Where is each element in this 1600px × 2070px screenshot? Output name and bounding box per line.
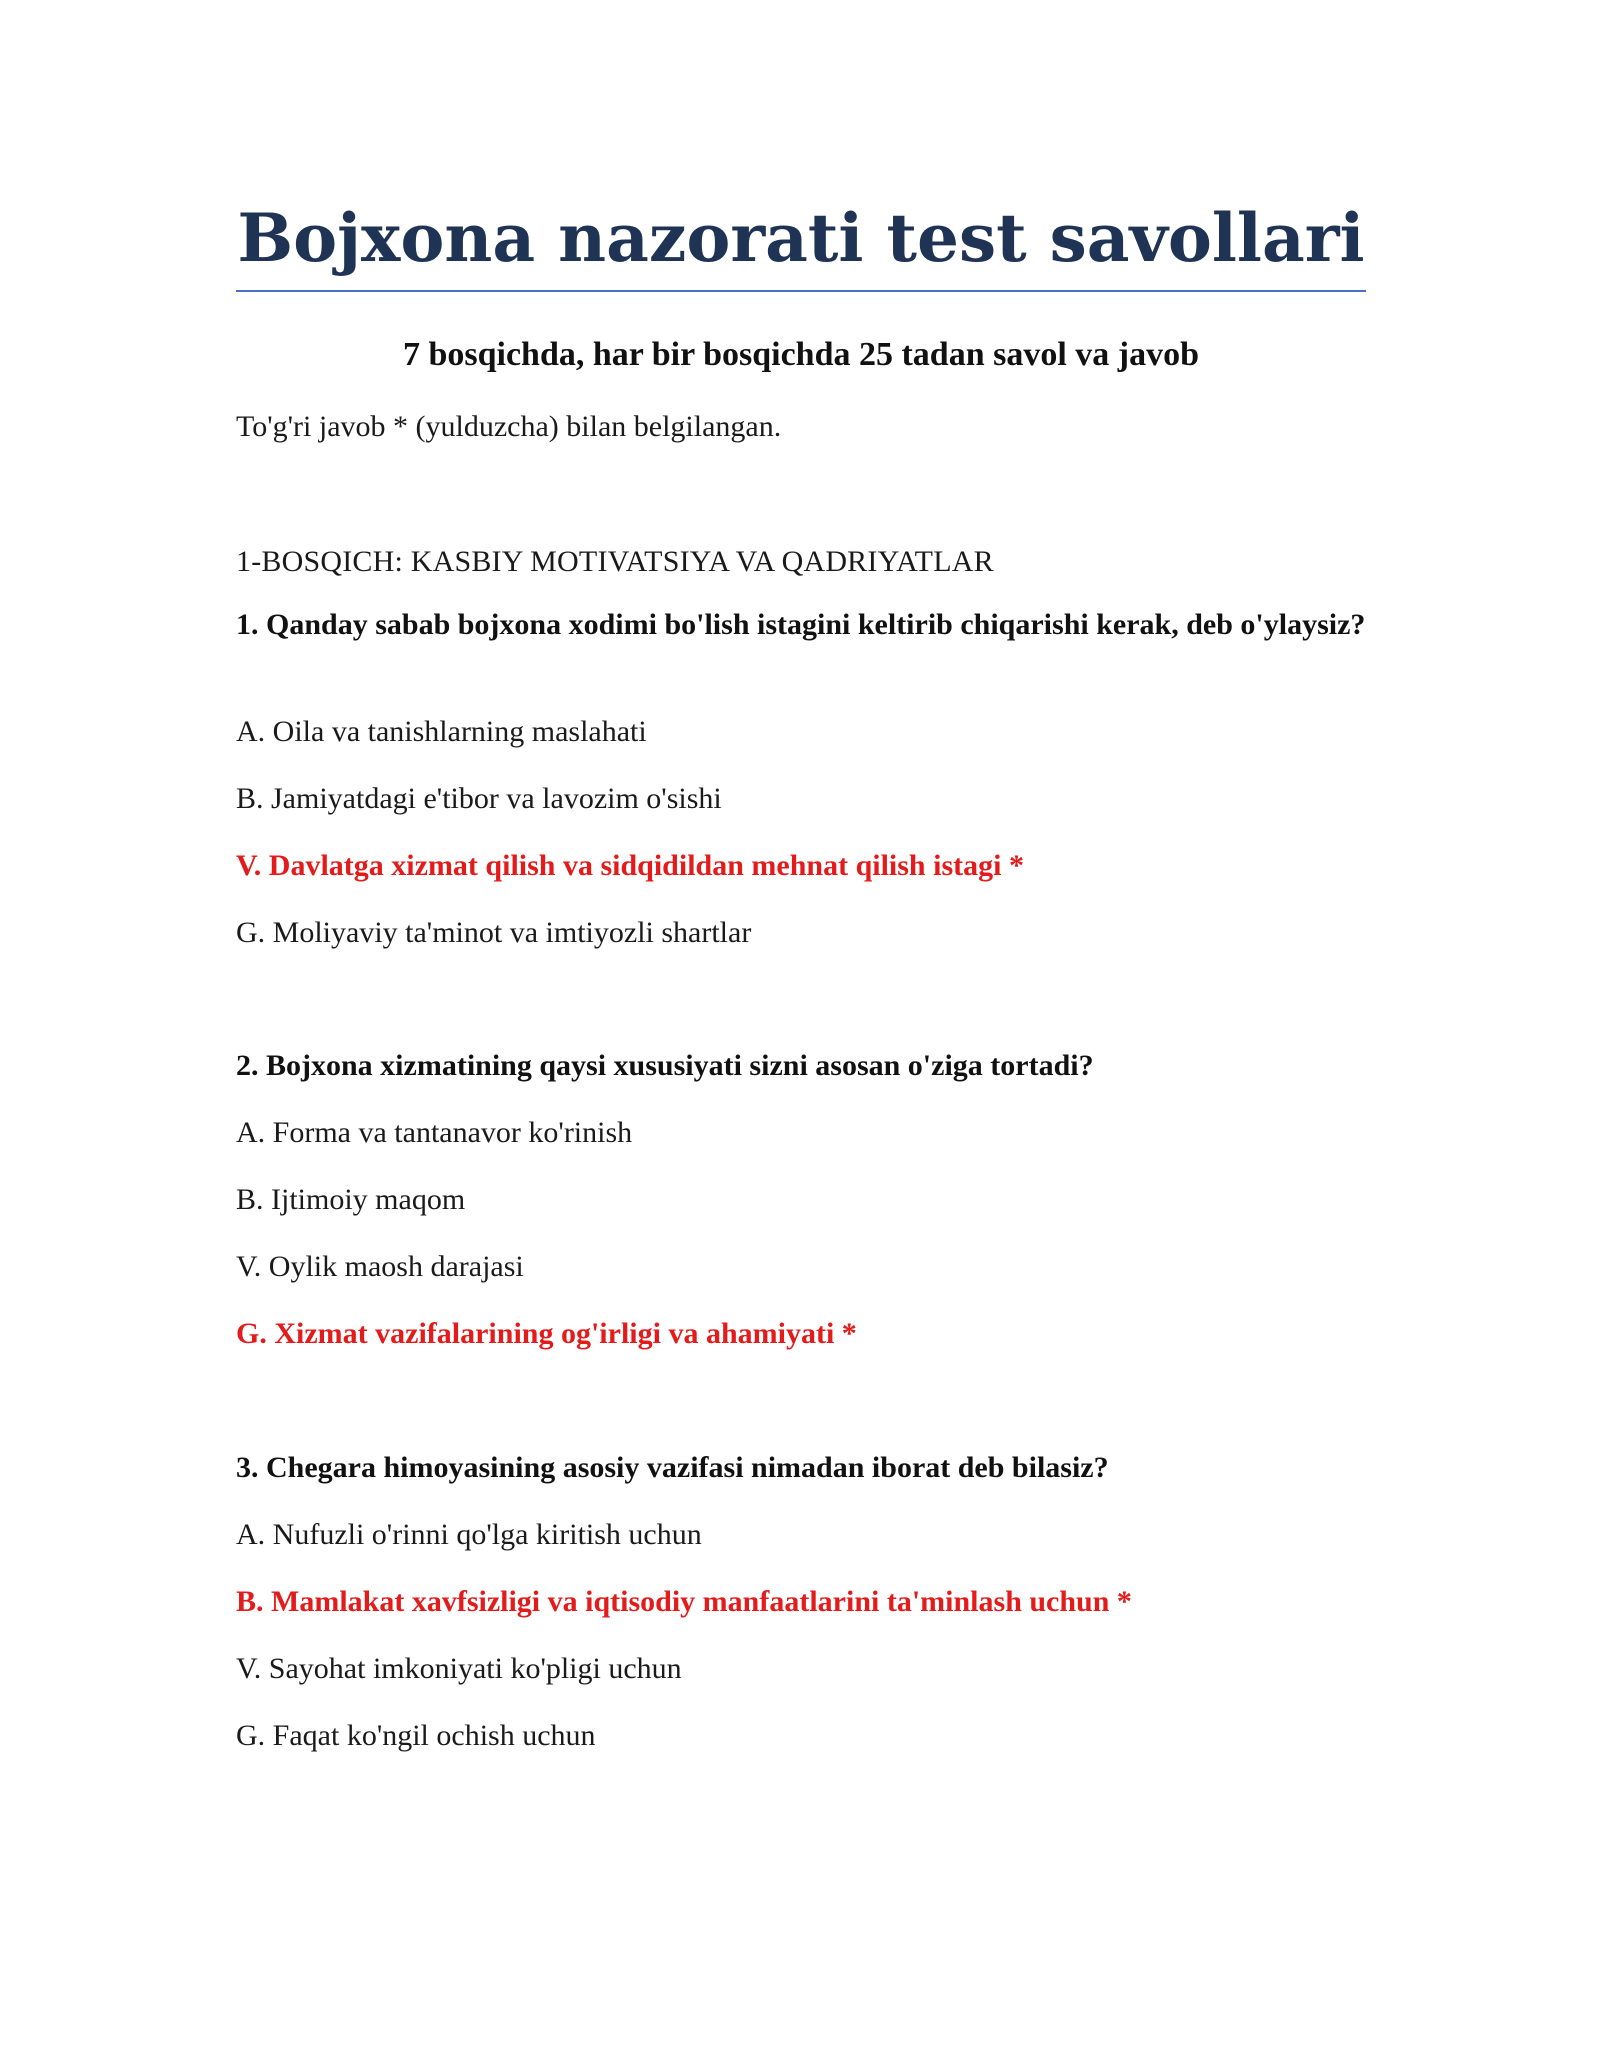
question-text: 2. Bojxona xizmatining qaysi xususiyati sizni asosan o'ziga tortadi? <box>236 1049 1094 1082</box>
answer-option: V. Oylik maosh darajasi <box>236 1250 524 1283</box>
question-block-1 <box>236 604 1366 949</box>
correct-answer-option: V. Davlatga xizmat qilish va sidqidildan mehnat qilish istagi * <box>236 849 1024 882</box>
document-title: Bojxona nazorati test savollari <box>237 199 1365 277</box>
answer-key-note: To'g'ri javob * (yulduzcha) bilan belgilangan. <box>236 410 782 443</box>
answer-option: A. Nufuzli o'rinni qo'lga kiritish uchun <box>236 1518 702 1551</box>
answer-option: A. Oila va tanishlarning maslahati <box>236 715 647 748</box>
answer-option: A. Forma va tantanavor ko'rinish <box>236 1116 633 1149</box>
question-text: 1. Qanday sabab bojxona xodimi bo'lish istagini keltirib chiqarishi kerak, deb o'ylaysiz? <box>236 608 1366 641</box>
correct-answer-option: G. Xizmat vazifalarining og'irligi va ahamiyati * <box>236 1317 857 1350</box>
question-block-2 <box>236 1045 1366 1350</box>
question-block-3 <box>236 1447 1366 1752</box>
answer-option: B. Jamiyatdagi e'tibor va lavozim o'sishi <box>236 782 722 815</box>
answer-option: V. Sayohat imkoniyati ko'pligi uchun <box>236 1652 682 1685</box>
correct-answer-option: B. Mamlakat xavfsizligi va iqtisodiy manfaatlarini ta'minlash uchun * <box>236 1585 1132 1618</box>
question-text: 3. Chegara himoyasining asosiy vazifasi nimadan iborat deb bilasiz? <box>236 1451 1109 1484</box>
document-subtitle: 7 bosqichda, har bir bosqichda 25 tadan savol va javob <box>402 336 1200 373</box>
title-underline <box>236 290 1366 292</box>
answer-option: G. Moliyaviy ta'minot va imtiyozli shartlar <box>236 916 752 949</box>
answer-option: B. Ijtimoiy maqom <box>236 1183 466 1216</box>
answer-option: G. Faqat ko'ngil ochish uchun <box>236 1719 596 1752</box>
stage-heading: 1-BOSQICH: KASBIY MOTIVATSIYA VA QADRIYATLAR <box>236 545 994 578</box>
